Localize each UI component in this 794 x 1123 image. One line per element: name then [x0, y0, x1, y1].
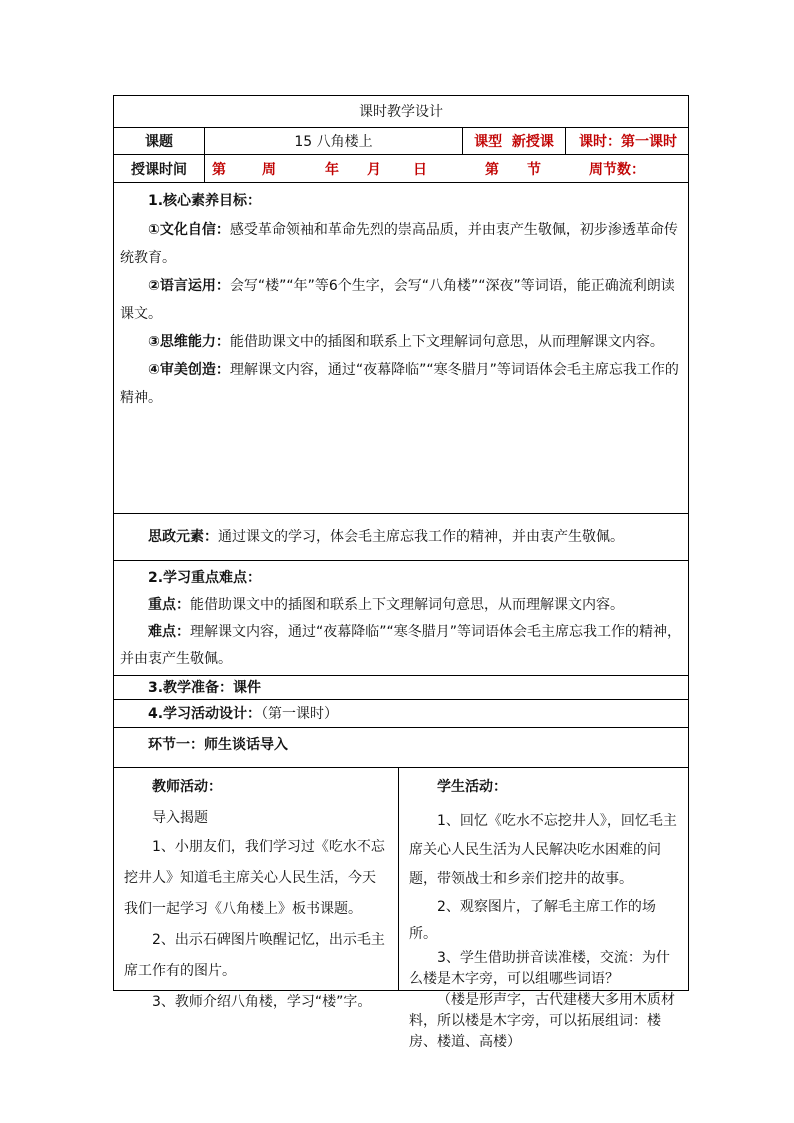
goal-text: 理解课文内容，通过“夜幕降临”“寒冬腊月”等词语体会毛主席忘我工作的精神。 [120, 362, 679, 406]
goals-heading: 1.核心素养目标： [148, 193, 262, 209]
activities-row [114, 768, 688, 1050]
keypoints-section [114, 561, 688, 676]
schedule-weekly: 周节数： [589, 161, 645, 178]
schedule-label: 授课时间 [114, 155, 205, 182]
teacher-heading: 教师活动： [152, 779, 222, 795]
goal-label: ②语言运用： [148, 278, 230, 294]
difficulty-point: 难点：理解课文内容，通过“夜幕降临”“寒冬腊月”等词语体会毛主席忘我工作的精神，并由衷产生敬佩。 [120, 624, 682, 667]
lesson-type-label: 课型 [474, 134, 503, 150]
prep-text: 3.教学准备：课件 [148, 680, 262, 696]
activity-design-heading: 4.学习活动设计： [148, 706, 262, 722]
activity-design-note: （第一课时） [261, 706, 339, 722]
schedule-zhou: 周 [262, 161, 276, 178]
teacher-activities [114, 768, 399, 1010]
lesson-type [463, 128, 566, 154]
schedule-di2: 第 [485, 161, 499, 178]
ideology-text: 思政元素：通过课文的学习，体会毛主席忘我工作的精神，并由衷产生敬佩。 [148, 529, 624, 545]
prep-row [114, 676, 688, 700]
lesson-label: 课题 [114, 128, 205, 154]
goal-label: ④审美创造： [148, 362, 230, 378]
goal-text: 会写“楼”“年”等6个生字，会写“八角楼”“深夜”等词语，能正确流利朗读课文。 [120, 278, 675, 322]
lesson-row [114, 128, 688, 155]
student-heading: 学生活动： [437, 779, 507, 795]
section1-title: 环节一：师生谈话导入 [148, 737, 288, 753]
ideology-row [114, 514, 688, 561]
lesson-plan-table [113, 95, 689, 1050]
teacher-line: 3、教师介绍八角楼，学习“楼”字。 [152, 994, 372, 1010]
goal-text: 感受革命领袖和革命先烈的崇高品质，并由衷产生敬佩，初步渗透革命传统教育。 [120, 222, 678, 266]
schedule-nian: 年 [325, 161, 339, 178]
goal-item [120, 272, 682, 328]
lesson-period: 课时：第一课时 [579, 134, 677, 150]
schedule-jie: 节 [527, 161, 541, 178]
activity-design [120, 700, 682, 728]
goal-text: 能借助课文中的插图和联系上下文理解词句意思，从而理解课文内容。 [229, 334, 664, 350]
goal-item [120, 216, 682, 272]
student-line: （楼是形声字，古代建楼大多用木质材料，所以楼是木字旁，可以拓展组词：楼房、楼道、高楼） [409, 992, 675, 1050]
student-line: 2、观察图片，了解毛主席工作的场所。 [409, 899, 656, 942]
teacher-line: 导入揭题 [152, 810, 208, 826]
doc-title: 课时教学设计 [114, 96, 688, 128]
lesson-type-value: 新授课 [511, 134, 554, 150]
goal-item [120, 356, 682, 412]
student-line: 3、学生借助拼音读准楼，交流：为什么楼是木字旁，可以组哪些词语？ [409, 950, 670, 987]
teacher-line: 2、出示石碑图片唤醒记忆，出示毛主席工作有的图片。 [124, 932, 385, 979]
schedule-row [114, 155, 688, 183]
teacher-line: 1、小朋友们，我们学习过《吃水不忘挖井人》知道毛主席关心人民生活，今天我们一起学习《八角楼上》板书课题。 [124, 839, 385, 917]
schedule-di: 第 [212, 161, 226, 178]
section1-row [114, 728, 688, 768]
student-line: 1、回忆《吃水不忘挖井人》，回忆毛主席关心人民生活为人民解决吃水困难的问题，带领战士和乡亲们挖井的故事。 [409, 813, 677, 887]
schedule-fields [205, 155, 690, 182]
goal-item [120, 328, 682, 356]
lesson-value: 15 八角楼上 [205, 128, 463, 154]
schedule-ri: 日 [413, 161, 427, 178]
goals-section [114, 183, 688, 514]
activity-design-row [114, 700, 688, 728]
goal-label: ①文化自信： [148, 222, 230, 238]
goal-label: ③思维能力： [148, 334, 230, 350]
ideology-label: 思政元素： [148, 529, 218, 545]
schedule-yue: 月 [367, 161, 381, 178]
focus-point: 重点：能借助课文中的插图和联系上下文理解词句意思，从而理解课文内容。 [148, 597, 624, 613]
student-activities [399, 768, 690, 1050]
keypoints-heading: 2.学习重点难点： [148, 570, 262, 586]
